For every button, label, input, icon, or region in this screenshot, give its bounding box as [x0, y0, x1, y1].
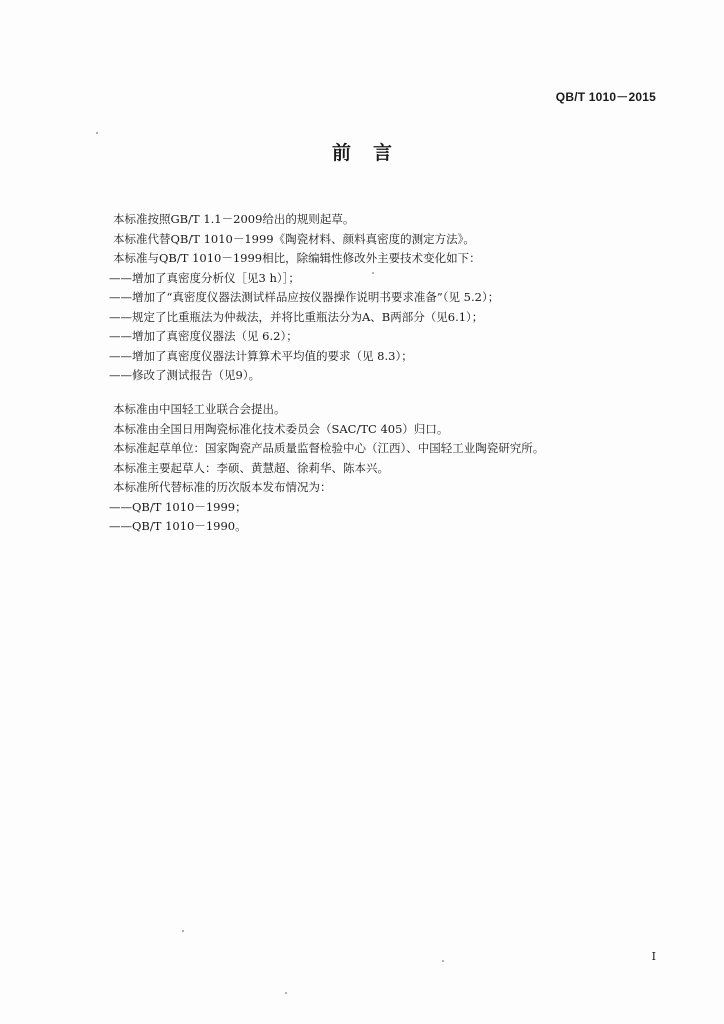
scan-speck: [372, 272, 374, 274]
foreword-section-drafting: [109, 210, 673, 386]
scan-speck: [285, 992, 287, 994]
list-item: ——增加了“真密度仪器法测试样品应按仪器操作说明书要求准备”（见 5.2）；: [109, 290, 500, 304]
scan-speck: [182, 930, 184, 932]
standard-code: QB/T 1010－2015: [555, 90, 656, 104]
paragraph: 本标准代替QB/T 1010－1999《陶瓷材料、颜料真密度的测定方法》。: [113, 231, 475, 246]
paragraph: 本标准主要起草人：李硕、黄慧超、徐莉华、陈本兴。: [113, 460, 389, 475]
paragraph: 本标准起草单位：国家陶瓷产品质量监督检验中心（江西）、中国轻工业陶瓷研究所。: [113, 441, 545, 455]
paragraph: 本标准所代替标准的历次版本发布情况为：: [113, 480, 332, 494]
list-item: ——QB/T 1010－1990。: [109, 519, 247, 533]
scan-speck: [96, 132, 98, 134]
page-number: I: [651, 950, 656, 963]
list-item: ——增加了真密度仪器法计算算术平均值的要求（见 8.3）；: [109, 348, 413, 363]
paragraph: 本标准与QB/T 1010－1999相比，除编辑性修改外主要技术变化如下：: [113, 251, 481, 265]
scan-speck: [442, 960, 444, 962]
foreword-section-organization: [109, 400, 673, 537]
list-item: ——增加了真密度仪器法（见 6.2）；: [109, 329, 298, 343]
paragraph: 本标准由全国日用陶瓷标准化技术委员会（SAC/TC 405）归口。: [113, 421, 449, 436]
list-item: ——QB/T 1010－1999；: [109, 499, 247, 514]
paragraph: 本标准按照GB/T 1.1－2009给出的规则起草。: [113, 212, 355, 226]
paragraph: 本标准由中国轻工业联合会提出。: [113, 402, 286, 416]
list-item: ——规定了比重瓶法为仲裁法，并将比重瓶法分为A、B两部分（见6.1）；: [109, 309, 484, 324]
list-item: ——增加了真密度分析仪［见3 h）］；: [109, 270, 300, 285]
list-item: ——修改了测试报告（见9）。: [109, 368, 261, 382]
page-title: 前言: [331, 142, 414, 164]
